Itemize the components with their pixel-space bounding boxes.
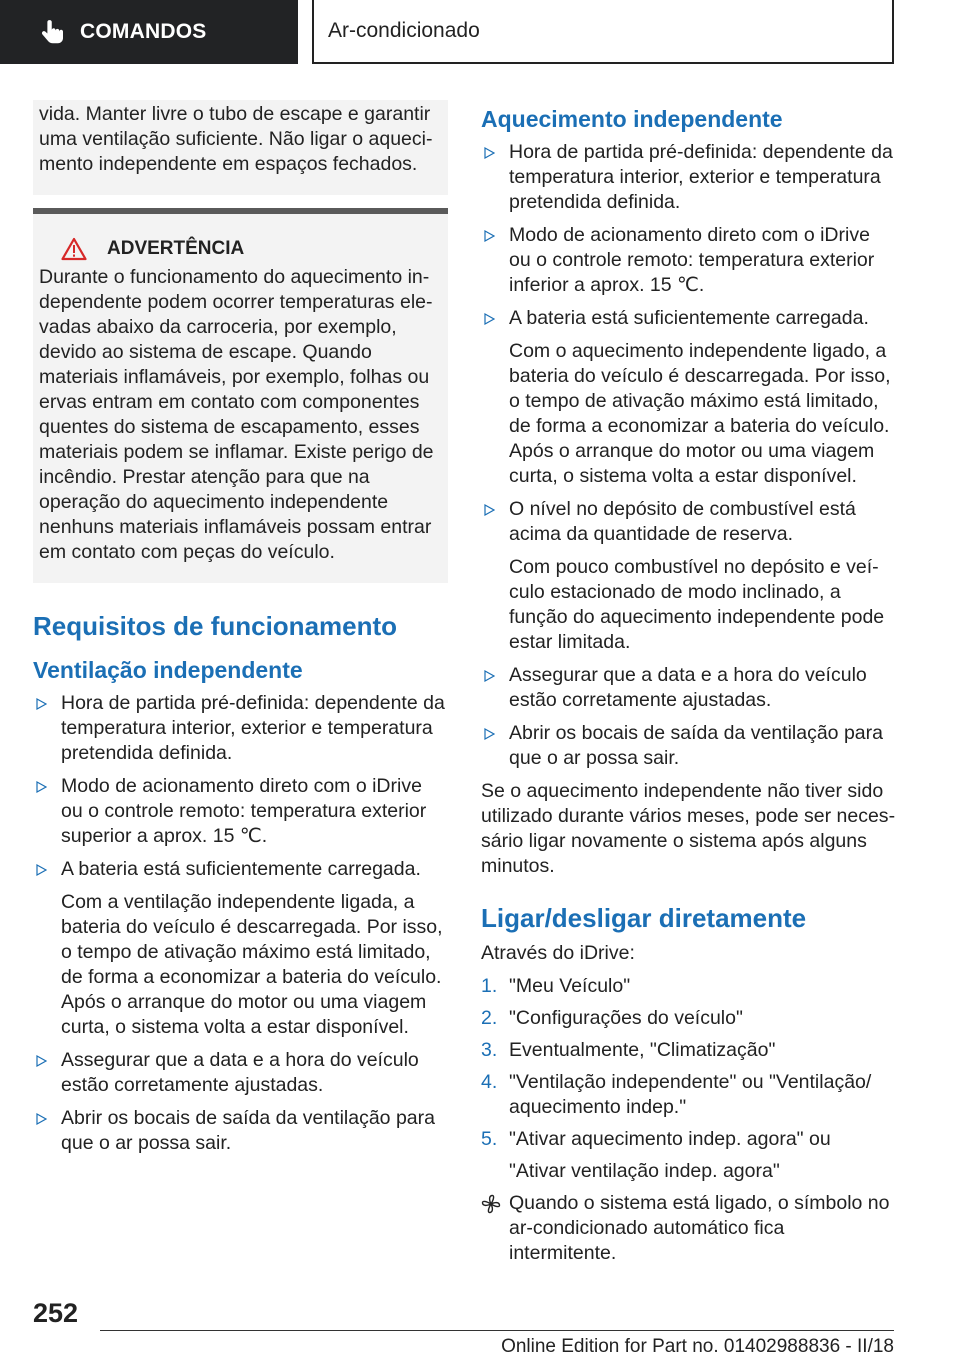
footer-divider [100, 1330, 894, 1331]
step-number: 2. [481, 1007, 498, 1029]
list-item [481, 721, 897, 771]
left-column [33, 100, 448, 1164]
body-paragraph: Se o aquecimento independente não tiver sido utilizado durante vários meses, pode ser necessário ligar novamente o sistema após alguns minutos. [481, 780, 896, 877]
list-item-text: A bateria está suficientemente carregada. [61, 858, 421, 880]
list-item-detail: Com pouco combustível no depósito e veículo estacionado de modo inclinado, a função do aquecimento independente pode estar limitada. [509, 556, 885, 653]
triangle-bullet-icon [484, 670, 495, 682]
list-item-text: Assegurar que a data e a hora do veículo estão corretamente ajustadas. [61, 1049, 419, 1096]
step-number: 4. [481, 1071, 498, 1093]
note-text: Quando o sistema está ligado, o símbolo no ar-condicionado automático fica intermitente. [509, 1192, 890, 1264]
fan-icon [481, 1194, 501, 1214]
list-item [481, 497, 897, 655]
page-number: 252 [33, 1298, 79, 1328]
list-item [33, 857, 448, 1040]
triangle-bullet-icon [484, 230, 495, 242]
edition-text: Online Edition for Part no. 01402988836 - II/18 [501, 1336, 894, 1357]
list-item [33, 774, 448, 849]
step-item [481, 974, 897, 999]
list-item-text: Abrir os bocais de saída da ventilação para que o ar possa sair. [509, 722, 883, 769]
triangle-bullet-icon [36, 781, 47, 793]
hand-pointer-icon [38, 17, 68, 47]
intro-text: vida. Manter livre o tubo de escape e garantir uma ventilação suficiente. Não ligar o aquecimento independente em espaços fechados. [39, 103, 433, 175]
intro-box [33, 100, 448, 195]
triangle-bullet-icon [36, 698, 47, 710]
list-item-text: Abrir os bocais de saída da ventilação para que o ar possa sair. [61, 1107, 435, 1154]
list-item-text: Modo de acionamento direto com o iDrive ou o controle remoto: temperatura exterior inferior a aprox. 15 ℃. [509, 224, 875, 296]
heading-independent-heating: Aquecimento independente [481, 106, 783, 132]
heading-requirements: Requisitos de funcionamento [33, 611, 398, 641]
list-item [481, 306, 897, 489]
triangle-bullet-icon [484, 504, 495, 516]
fan-note [481, 1191, 897, 1266]
list-item-text: A bateria está suficientemente carregada. [509, 307, 869, 329]
triangle-bullet-icon [484, 728, 495, 740]
step-text: "Meu Veículo" [509, 975, 631, 997]
step-text: "Ventilação independente" ou "Ventilação/ aquecimento indep." [509, 1071, 872, 1118]
section-title: Ar-condicionado [328, 19, 480, 42]
step-item [481, 1006, 897, 1031]
triangle-bullet-icon [36, 1113, 47, 1125]
list-item-text: Modo de acionamento direto com o iDrive ou o controle remoto: temperatura exterior superior a aprox. 15 ℃. [61, 775, 427, 847]
heading-switch-directly: Ligar/desligar diretamente [481, 903, 807, 933]
step-text: Eventualmente, "Climatização" [509, 1039, 776, 1061]
via-idrive-text: Através do iDrive: [481, 942, 635, 964]
chapter-title: COMANDOS [80, 20, 207, 43]
list-item-detail: Com a ventilação independente ligada, a bateria do veículo é descarregada. Por isso, o tempo de ativação máximo está limitado, de forma a economizar a bateria do veículo. Após o arranque do motor ou uma viagem curta, o sistema volta a estar disponível. [61, 891, 443, 1038]
step-continuation: "Ativar ventilação indep. agora" [509, 1160, 780, 1182]
list-item [33, 691, 448, 766]
step-item [481, 1038, 897, 1063]
heading-independent-ventilation: Ventilação independente [33, 657, 303, 683]
list-item [33, 1106, 448, 1156]
list-item [33, 1048, 448, 1098]
triangle-bullet-icon [36, 864, 47, 876]
step-number: 1. [481, 975, 498, 997]
step-item [481, 1070, 897, 1120]
triangle-bullet-icon [484, 147, 495, 159]
ventilation-requirements-list [33, 691, 448, 1156]
step-item [481, 1127, 897, 1184]
list-item [481, 663, 897, 713]
right-column [481, 100, 897, 1266]
list-item-text: Assegurar que a data e a hora do veículo estão corretamente ajustadas. [509, 664, 867, 711]
heating-requirements-list [481, 140, 897, 771]
warning-box [33, 208, 448, 583]
triangle-bullet-icon [36, 1055, 47, 1067]
list-item [481, 140, 897, 215]
chapter-tab [0, 0, 298, 64]
step-number: 5. [481, 1128, 498, 1150]
warning-text: Durante o funcionamento do aquecimento independente podem ocorrer temperaturas elevadas abaixo da carroceria, por exemplo, devido ao sistema de escape. Quando materiais inflamáveis, por exemplo, folhas ou ervas entram em contato com componentes quentes do sistema de escapamento, esses materiais podem se inflamar. Existe perigo de incêndio. Prestar atenção para que na operação do aquecimento independente nenhuns materiais inflamáveis possam entrar em contato com peças do veículo. [39, 266, 434, 563]
warning-header [39, 236, 442, 261]
list-item [481, 223, 897, 298]
list-item-text: O nível no depósito de combustível está acima da quantidade de reserva. [509, 498, 856, 545]
section-tab [312, 0, 894, 64]
triangle-bullet-icon [484, 313, 495, 325]
steps-list [481, 974, 897, 1184]
list-item-detail: Com o aquecimento independente ligado, a bateria do veículo é descarregada. Por isso, o tempo de ativação máximo está limitado, de forma a economizar a bateria do veículo. Após o arranque do motor ou uma viagem curta, o sistema volta a estar disponível. [509, 340, 891, 487]
list-item-text: Hora de partida pré-definida: dependente da temperatura interior, exterior e temperatura pretendida definida. [61, 692, 445, 764]
step-number: 3. [481, 1039, 498, 1061]
warning-title: ADVERTÊNCIA [107, 238, 245, 259]
list-item-text: Hora de partida pré-definida: dependente da temperatura interior, exterior e temperatura pretendida definida. [509, 141, 893, 213]
warning-triangle-icon [61, 237, 87, 261]
step-text: "Ativar aquecimento indep. agora" ou [509, 1128, 831, 1150]
step-text: "Configurações do veículo" [509, 1007, 743, 1029]
